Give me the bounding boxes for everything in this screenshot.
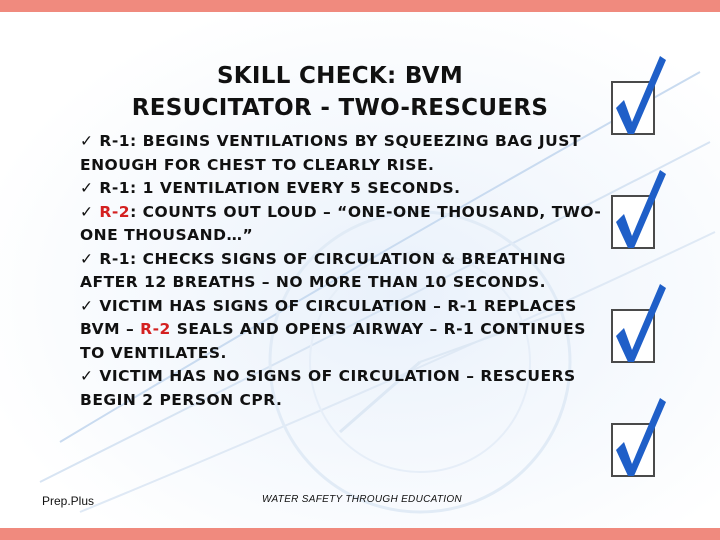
checkmark-icon: ✓ [80,249,94,268]
checkmark-icon: ✓ [80,367,94,385]
checklist-item-2 [80,177,610,201]
slide-title [60,60,620,124]
checklist-item-3 [80,201,610,248]
slide-title-line-1: SKILL CHECK: BVM [216,63,464,89]
item-text: R-1: 1 VENTILATION EVERY 5 SECONDS. [99,179,461,197]
slide-title-line-2: RESUCITATOR - TWO-RESCUERS [131,95,549,121]
item-text: VICTIM HAS SIGNS OF CIRCULATION – R-1 REPLACES BVM – [80,296,577,338]
checkmark-icon: ✓ [80,202,94,221]
checkbox-icon [600,280,670,366]
top-frame-bar [0,0,720,12]
checklist-item-4 [80,248,610,295]
footer-tagline: WATER SAFETY THROUGH EDUCATION [262,494,462,505]
checkmark-icon: ✓ [80,296,94,315]
item-text: R-1: BEGINS VENTILATIONS BY SQUEEZING BAG JUST ENOUGH FOR CHEST TO CLEARLY RISE. [80,132,581,174]
bottom-frame-bar [0,528,720,540]
checklist-item-5 [80,295,610,366]
checkmark-icon: ✓ [80,132,94,150]
item-text: R-1: CHECKS SIGNS OF CIRCULATION & BREATHING AFTER 12 BREATHS – NO MORE THAN 10 SECONDS. [80,249,567,291]
checkmark-icon: ✓ [80,179,94,197]
checkbox-icon [600,166,670,252]
checkbox-icon [600,52,670,138]
checklist-item-1 [80,130,610,177]
checkbox-icon [600,394,670,480]
checklist [80,130,610,412]
checklist-item-6 [80,365,610,412]
rescuer-2-highlight: R-2 [99,202,131,221]
item-text: VICTIM HAS NO SIGNS OF CIRCULATION – RESCUERS BEGIN 2 PERSON CPR. [80,367,576,409]
item-text: : COUNTS OUT LOUD – “ONE-ONE THOUSAND, TWO-ONE THOUSAND…” [80,202,602,244]
rescuer-2-highlight: R-2 [140,320,171,338]
item-text: SEALS AND OPENS AIRWAY – R-1 CONTINUES TO VENTILATES. [80,320,586,362]
footer-brand: Prep.Plus [42,494,95,508]
